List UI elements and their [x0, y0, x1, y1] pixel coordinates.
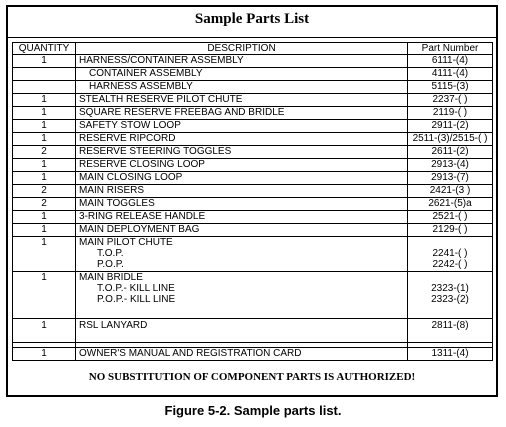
row-part-number: 2237-( ) — [408, 94, 493, 107]
parts-list-frame — [6, 5, 498, 397]
row-part-number: 6111-(4) — [408, 55, 493, 68]
pilot-chute-label: MAIN PILOT CHUTE — [79, 237, 173, 248]
row-quantity — [13, 81, 76, 94]
pilot-chute-top-part: 2241-( ) — [432, 248, 468, 259]
row-part-number: 2913-(7) — [408, 172, 493, 185]
row-part-number: 2611-(2) — [408, 146, 493, 159]
bridle-top-label: T.O.P.- KILL LINE — [97, 283, 175, 294]
header-description: DESCRIPTION — [76, 43, 408, 55]
row-description: SQUARE RESERVE FREEBAG AND BRIDLE — [76, 107, 408, 120]
table-row-rsl — [13, 319, 493, 343]
row-description: OWNER'S MANUAL AND REGISTRATION CARD — [76, 348, 408, 361]
table-row — [13, 211, 493, 224]
row-description: MAIN CLOSING LOOP — [76, 172, 408, 185]
row-part-number: 2911-(2) — [408, 120, 493, 133]
bridle-top-part: 2323-(1) — [431, 283, 469, 294]
table-row — [13, 107, 493, 120]
row-part-number — [408, 237, 493, 272]
row-part-number: 2621-(5)a — [408, 198, 493, 211]
title-rule — [8, 37, 496, 38]
row-quantity: 1 — [13, 172, 76, 185]
row-quantity: 2 — [13, 146, 76, 159]
row-quantity — [13, 68, 76, 81]
bridle-pop-part: 2323-(2) — [431, 294, 469, 305]
row-description: STEALTH RESERVE PILOT CHUTE — [76, 94, 408, 107]
table-row — [13, 81, 493, 94]
table-row — [13, 146, 493, 159]
table-row — [13, 198, 493, 211]
row-part-number — [408, 272, 493, 319]
row-quantity: 1 — [13, 272, 76, 319]
row-quantity: 1 — [13, 237, 76, 272]
pilot-chute-pop-label: P.O.P. — [97, 259, 124, 270]
row-part-number: 2119-( ) — [408, 107, 493, 120]
header-quantity: QUANTITY — [13, 43, 76, 55]
row-part-number: 1311-(4) — [408, 348, 493, 361]
row-description: MAIN TOGGLES — [76, 198, 408, 211]
row-description: MAIN DEPLOYMENT BAG — [76, 224, 408, 237]
row-quantity: 1 — [13, 120, 76, 133]
row-description: HARNESS/CONTAINER ASSEMBLY — [76, 55, 408, 68]
row-quantity: 1 — [13, 55, 76, 68]
row-quantity: 1 — [13, 348, 76, 361]
row-quantity: 1 — [13, 133, 76, 146]
row-part-number: 2511-(3)/2515-( ) — [408, 133, 493, 146]
figure-caption: Figure 5-2. Sample parts list. — [164, 403, 342, 418]
row-quantity: 1 — [13, 224, 76, 237]
table-row — [13, 172, 493, 185]
row-quantity: 1 — [13, 159, 76, 172]
row-part-number: 2129-( ) — [408, 224, 493, 237]
row-part-number: 2421-(3 ) — [408, 185, 493, 198]
row-description: RSL LANYARD — [76, 319, 408, 343]
row-quantity: 1 — [13, 319, 76, 343]
row-description: HARNESS ASSEMBLY — [76, 81, 408, 94]
table-row-bridle — [13, 272, 493, 319]
table-row — [13, 120, 493, 133]
substitution-notice: NO SUBSTITUTION OF COMPONENT PARTS IS AUTHORIZED! — [88, 371, 416, 383]
table-row — [13, 55, 493, 68]
row-part-number: 4111-(4) — [408, 68, 493, 81]
row-description: RESERVE STEERING TOGGLES — [76, 146, 408, 159]
row-part-number: 5115-(3) — [408, 81, 493, 94]
row-description: CONTAINER ASSEMBLY — [76, 68, 408, 81]
table-row — [13, 133, 493, 146]
header-part-number: Part Number — [408, 43, 493, 55]
row-quantity: 2 — [13, 198, 76, 211]
row-description: RESERVE CLOSING LOOP — [76, 159, 408, 172]
bridle-label: MAIN BRIDLE — [79, 272, 143, 283]
table-row — [13, 224, 493, 237]
table-header-row — [13, 43, 493, 55]
row-quantity: 1 — [13, 107, 76, 120]
table-row — [13, 94, 493, 107]
row-description: RESERVE RIPCORD — [76, 133, 408, 146]
pilot-chute-top-label: T.O.P. — [97, 248, 124, 259]
parts-list-title: Sample Parts List — [194, 11, 310, 27]
row-part-number: 2811-(8) — [408, 319, 493, 343]
row-quantity: 1 — [13, 94, 76, 107]
parts-table — [12, 42, 493, 361]
table-row-pilot-chute — [13, 237, 493, 272]
table-row — [13, 159, 493, 172]
bridle-pop-label: P.O.P.- KILL LINE — [97, 294, 176, 305]
row-quantity: 1 — [13, 211, 76, 224]
pilot-chute-pop-part: 2242-( ) — [432, 259, 468, 270]
row-description — [76, 237, 408, 272]
row-description: MAIN RISERS — [76, 185, 408, 198]
row-description: SAFETY STOW LOOP — [76, 120, 408, 133]
table-row-manual — [13, 348, 493, 361]
table-row — [13, 185, 493, 198]
row-part-number: 2913-(4) — [408, 159, 493, 172]
row-part-number: 2521-( ) — [408, 211, 493, 224]
row-quantity: 2 — [13, 185, 76, 198]
row-description: 3-RING RELEASE HANDLE — [76, 211, 408, 224]
table-row — [13, 68, 493, 81]
row-description — [76, 272, 408, 319]
